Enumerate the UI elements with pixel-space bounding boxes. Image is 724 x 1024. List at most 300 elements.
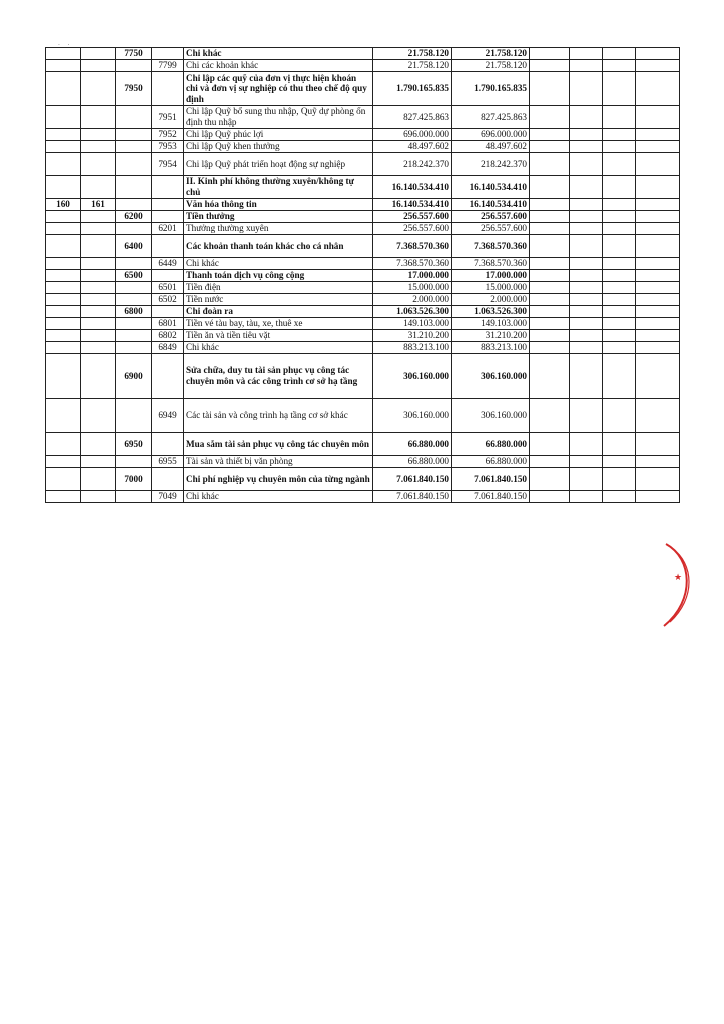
code-cell-c3 (116, 60, 152, 72)
code-cell-c4 (152, 211, 184, 223)
settlement-value-cell: 66.880.000 (452, 433, 530, 456)
table-row (46, 176, 680, 199)
settlement-value-cell: 66.880.000 (452, 456, 530, 468)
item-name-cell: Chi lập Quỹ khen thưởng (184, 141, 373, 153)
code-cell-c1 (46, 456, 81, 468)
empty-cell (636, 456, 680, 468)
empty-cell (570, 153, 603, 176)
code-cell-c1 (46, 282, 81, 294)
empty-cell (636, 330, 680, 342)
estimate-value-cell: 7.368.570.360 (373, 258, 452, 270)
code-cell-c3 (116, 399, 152, 433)
empty-cell (570, 491, 603, 503)
code-cell-c2 (81, 60, 116, 72)
empty-cell (570, 342, 603, 354)
empty-cell (603, 48, 636, 60)
empty-cell (530, 306, 570, 318)
table-row (46, 258, 680, 270)
code-cell-c2 (81, 294, 116, 306)
estimate-value-cell: 1.063.526.300 (373, 306, 452, 318)
code-cell-c3 (116, 223, 152, 235)
estimate-value-cell: 256.557.600 (373, 223, 452, 235)
settlement-value-cell: 256.557.600 (452, 223, 530, 235)
code-cell-c2 (81, 270, 116, 282)
settlement-value-cell: 1.790.165.835 (452, 72, 530, 106)
empty-cell (603, 176, 636, 199)
code-cell-c4: 7951 (152, 106, 184, 129)
code-cell-c1 (46, 342, 81, 354)
estimate-value-cell: 256.557.600 (373, 211, 452, 223)
code-cell-c4: 7954 (152, 153, 184, 176)
code-cell-c4: 6801 (152, 318, 184, 330)
code-cell-c3 (116, 318, 152, 330)
item-name-cell: Thanh toán dịch vụ công cộng (184, 270, 373, 282)
empty-cell (570, 60, 603, 72)
empty-cell (570, 211, 603, 223)
empty-cell (570, 106, 603, 129)
empty-cell (570, 433, 603, 456)
code-cell-c1 (46, 211, 81, 223)
empty-cell (636, 282, 680, 294)
code-cell-c3: 6200 (116, 211, 152, 223)
estimate-value-cell: 218.242.370 (373, 153, 452, 176)
empty-cell (603, 342, 636, 354)
empty-cell (603, 72, 636, 106)
code-cell-c1 (46, 258, 81, 270)
code-cell-c1 (46, 468, 81, 491)
code-cell-c3 (116, 141, 152, 153)
empty-cell (570, 270, 603, 282)
estimate-value-cell: 16.140.534.410 (373, 176, 452, 199)
code-cell-c2 (81, 235, 116, 258)
estimate-value-cell: 21.758.120 (373, 60, 452, 72)
item-name-cell: Tiền thưởng (184, 211, 373, 223)
settlement-value-cell: 21.758.120 (452, 60, 530, 72)
table-row (46, 72, 680, 106)
item-name-cell: Thưởng thường xuyên (184, 223, 373, 235)
empty-cell (570, 176, 603, 199)
estimate-value-cell: 306.160.000 (373, 354, 452, 399)
code-cell-c4 (152, 306, 184, 318)
estimate-value-cell: 66.880.000 (373, 433, 452, 456)
code-cell-c1 (46, 294, 81, 306)
code-cell-c1 (46, 153, 81, 176)
empty-cell (636, 491, 680, 503)
empty-cell (636, 270, 680, 282)
code-cell-c2 (81, 456, 116, 468)
estimate-value-cell: 21.758.120 (373, 48, 452, 60)
code-cell-c2 (81, 211, 116, 223)
empty-cell (530, 235, 570, 258)
code-cell-c2 (81, 468, 116, 491)
code-cell-c1 (46, 491, 81, 503)
table-row (46, 235, 680, 258)
seal-star-icon: ★ (674, 573, 683, 583)
estimate-value-cell: 1.790.165.835 (373, 72, 452, 106)
code-cell-c2 (81, 176, 116, 199)
empty-cell (530, 176, 570, 199)
code-cell-c1 (46, 235, 81, 258)
empty-cell (636, 106, 680, 129)
code-cell-c4 (152, 48, 184, 60)
table-row (46, 491, 680, 503)
empty-cell (636, 306, 680, 318)
code-cell-c2 (81, 106, 116, 129)
code-cell-c4: 6201 (152, 223, 184, 235)
settlement-value-cell: 883.213.100 (452, 342, 530, 354)
code-cell-c4: 7952 (152, 129, 184, 141)
code-cell-c2 (81, 223, 116, 235)
empty-cell (603, 354, 636, 399)
code-cell-c1 (46, 48, 81, 60)
code-cell-c3: 7950 (116, 72, 152, 106)
item-name-cell: Chi khác (184, 258, 373, 270)
empty-cell (603, 258, 636, 270)
empty-cell (636, 153, 680, 176)
empty-cell (636, 294, 680, 306)
empty-cell (570, 129, 603, 141)
empty-cell (603, 153, 636, 176)
code-cell-c3 (116, 342, 152, 354)
code-cell-c3 (116, 176, 152, 199)
settlement-value-cell: 2.000.000 (452, 294, 530, 306)
code-cell-c1 (46, 176, 81, 199)
empty-cell (603, 294, 636, 306)
item-name-cell: Chi lập Quỹ bổ sung thu nhập, Quỹ dự phòng ổn định thu nhập (184, 106, 373, 129)
budget-table (45, 47, 680, 503)
empty-cell (603, 235, 636, 258)
settlement-value-cell: 256.557.600 (452, 211, 530, 223)
code-cell-c3: 6400 (116, 235, 152, 258)
code-cell-c2 (81, 318, 116, 330)
code-cell-c2 (81, 354, 116, 399)
empty-cell (570, 468, 603, 491)
code-cell-c4: 7799 (152, 60, 184, 72)
empty-cell (530, 354, 570, 399)
code-cell-c3: 6800 (116, 306, 152, 318)
code-cell-c4: 6502 (152, 294, 184, 306)
empty-cell (603, 282, 636, 294)
settlement-value-cell: 16.140.534.410 (452, 176, 530, 199)
empty-cell (636, 60, 680, 72)
code-cell-c4 (152, 235, 184, 258)
empty-cell (570, 399, 603, 433)
table-row (46, 318, 680, 330)
code-cell-c4: 6501 (152, 282, 184, 294)
empty-cell (530, 48, 570, 60)
empty-cell (530, 199, 570, 211)
code-cell-c2 (81, 141, 116, 153)
code-cell-c3 (116, 456, 152, 468)
settlement-value-cell: 7.368.570.360 (452, 235, 530, 258)
code-cell-c1 (46, 306, 81, 318)
settlement-value-cell: 7.061.840.150 (452, 468, 530, 491)
table-row (46, 153, 680, 176)
code-cell-c3 (116, 106, 152, 129)
estimate-value-cell: 7.061.840.150 (373, 468, 452, 491)
empty-cell (603, 491, 636, 503)
code-cell-c4 (152, 433, 184, 456)
code-cell-c4: 6955 (152, 456, 184, 468)
settlement-value-cell: 218.242.370 (452, 153, 530, 176)
code-cell-c2 (81, 306, 116, 318)
item-name-cell: Các tài sản và công trình hạ tầng cơ sở khác (184, 399, 373, 433)
table-row (46, 399, 680, 433)
estimate-value-cell: 306.160.000 (373, 399, 452, 433)
estimate-value-cell: 696.000.000 (373, 129, 452, 141)
budget-table-body (46, 48, 680, 503)
empty-cell (636, 176, 680, 199)
code-cell-c3 (116, 153, 152, 176)
empty-cell (636, 199, 680, 211)
empty-cell (603, 468, 636, 491)
estimate-value-cell: 17.000.000 (373, 270, 452, 282)
item-name-cell: II. Kinh phí không thường xuyên/không tự chủ (184, 176, 373, 199)
empty-cell (603, 223, 636, 235)
estimate-value-cell: 883.213.100 (373, 342, 452, 354)
settlement-value-cell: 696.000.000 (452, 129, 530, 141)
code-cell-c1 (46, 72, 81, 106)
settlement-value-cell: 827.425.863 (452, 106, 530, 129)
code-cell-c1 (46, 354, 81, 399)
item-name-cell: Sửa chữa, duy tu tài sản phục vụ công tác chuyên môn và các công trình cơ sở hạ tầng (184, 354, 373, 399)
table-row (46, 282, 680, 294)
item-name-cell: Mua sắm tài sản phục vụ công tác chuyên môn (184, 433, 373, 456)
table-row (46, 223, 680, 235)
code-cell-c1 (46, 141, 81, 153)
red-seal-stamp (652, 540, 698, 630)
empty-cell (636, 223, 680, 235)
code-cell-c3 (116, 294, 152, 306)
item-name-cell: Chi khác (184, 48, 373, 60)
table-row (46, 330, 680, 342)
item-name-cell: Chi lập Quỹ phúc lợi (184, 129, 373, 141)
code-cell-c3 (116, 129, 152, 141)
table-row (46, 129, 680, 141)
item-name-cell: Văn hóa thông tin (184, 199, 373, 211)
estimate-value-cell: 15.000.000 (373, 282, 452, 294)
code-cell-c3: 6500 (116, 270, 152, 282)
code-cell-c1: 160 (46, 199, 81, 211)
empty-cell (570, 294, 603, 306)
settlement-value-cell: 306.160.000 (452, 354, 530, 399)
empty-cell (570, 330, 603, 342)
settlement-value-cell: 7.368.570.360 (452, 258, 530, 270)
code-cell-c4 (152, 72, 184, 106)
estimate-value-cell: 31.210.200 (373, 330, 452, 342)
empty-cell (530, 399, 570, 433)
table-row (46, 306, 680, 318)
empty-cell (570, 72, 603, 106)
scan-mark: · · (58, 42, 70, 49)
empty-cell (570, 306, 603, 318)
empty-cell (530, 282, 570, 294)
code-cell-c2 (81, 399, 116, 433)
empty-cell (530, 258, 570, 270)
code-cell-c2 (81, 342, 116, 354)
table-row (46, 60, 680, 72)
empty-cell (603, 141, 636, 153)
empty-cell (530, 330, 570, 342)
code-cell-c2 (81, 129, 116, 141)
settlement-value-cell: 1.063.526.300 (452, 306, 530, 318)
code-cell-c3: 7750 (116, 48, 152, 60)
empty-cell (530, 223, 570, 235)
empty-cell (570, 48, 603, 60)
settlement-value-cell: 21.758.120 (452, 48, 530, 60)
table-row (46, 456, 680, 468)
code-cell-c3 (116, 258, 152, 270)
empty-cell (530, 106, 570, 129)
code-cell-c1 (46, 60, 81, 72)
item-name-cell: Chi phí nghiệp vụ chuyên môn của từng ngành (184, 468, 373, 491)
code-cell-c3 (116, 199, 152, 211)
table-row (46, 106, 680, 129)
estimate-value-cell: 7.061.840.150 (373, 491, 452, 503)
empty-cell (636, 141, 680, 153)
code-cell-c1 (46, 106, 81, 129)
item-name-cell: Các khoản thanh toán khác cho cá nhân (184, 235, 373, 258)
code-cell-c4: 6802 (152, 330, 184, 342)
item-name-cell: Chi lập các quỹ của đơn vị thực hiện khoán chi và đơn vị sự nghiệp có thu theo chế độ quy định (184, 72, 373, 106)
code-cell-c2 (81, 491, 116, 503)
item-name-cell: Tiền vé tàu bay, tàu, xe, thuê xe (184, 318, 373, 330)
code-cell-c2 (81, 330, 116, 342)
code-cell-c1 (46, 223, 81, 235)
code-cell-c3 (116, 330, 152, 342)
empty-cell (603, 433, 636, 456)
empty-cell (603, 211, 636, 223)
empty-cell (530, 433, 570, 456)
empty-cell (570, 354, 603, 399)
estimate-value-cell: 7.368.570.360 (373, 235, 452, 258)
settlement-value-cell: 15.000.000 (452, 282, 530, 294)
empty-cell (636, 342, 680, 354)
empty-cell (570, 141, 603, 153)
empty-cell (530, 72, 570, 106)
table-row (46, 294, 680, 306)
code-cell-c3: 7000 (116, 468, 152, 491)
empty-cell (570, 282, 603, 294)
item-name-cell: Tiền điện (184, 282, 373, 294)
table-row (46, 211, 680, 223)
code-cell-c2 (81, 282, 116, 294)
estimate-value-cell: 2.000.000 (373, 294, 452, 306)
empty-cell (636, 48, 680, 60)
code-cell-c2 (81, 72, 116, 106)
code-cell-c1 (46, 330, 81, 342)
code-cell-c4 (152, 468, 184, 491)
empty-cell (530, 270, 570, 282)
empty-cell (570, 223, 603, 235)
item-name-cell: Chi khác (184, 491, 373, 503)
code-cell-c1 (46, 270, 81, 282)
table-row (46, 433, 680, 456)
empty-cell (636, 433, 680, 456)
code-cell-c4: 6949 (152, 399, 184, 433)
item-name-cell: Chi các khoản khác (184, 60, 373, 72)
code-cell-c2: 161 (81, 199, 116, 211)
empty-cell (603, 199, 636, 211)
empty-cell (530, 294, 570, 306)
table-row (46, 199, 680, 211)
empty-cell (603, 60, 636, 72)
empty-cell (570, 235, 603, 258)
settlement-value-cell: 16.140.534.410 (452, 199, 530, 211)
code-cell-c2 (81, 153, 116, 176)
empty-cell (530, 456, 570, 468)
empty-cell (570, 199, 603, 211)
item-name-cell: Tiền nước (184, 294, 373, 306)
empty-cell (530, 318, 570, 330)
code-cell-c3 (116, 282, 152, 294)
code-cell-c3: 6950 (116, 433, 152, 456)
code-cell-c4: 7953 (152, 141, 184, 153)
empty-cell (603, 106, 636, 129)
code-cell-c4 (152, 199, 184, 211)
code-cell-c4: 7049 (152, 491, 184, 503)
empty-cell (603, 270, 636, 282)
settlement-value-cell: 7.061.840.150 (452, 491, 530, 503)
empty-cell (636, 72, 680, 106)
code-cell-c1 (46, 399, 81, 433)
empty-cell (530, 468, 570, 491)
estimate-value-cell: 66.880.000 (373, 456, 452, 468)
table-row (46, 48, 680, 60)
settlement-value-cell: 306.160.000 (452, 399, 530, 433)
code-cell-c2 (81, 48, 116, 60)
empty-cell (530, 60, 570, 72)
code-cell-c1 (46, 129, 81, 141)
empty-cell (603, 129, 636, 141)
settlement-value-cell: 17.000.000 (452, 270, 530, 282)
code-cell-c4: 6449 (152, 258, 184, 270)
estimate-value-cell: 48.497.602 (373, 141, 452, 153)
empty-cell (530, 153, 570, 176)
code-cell-c2 (81, 433, 116, 456)
item-name-cell: Chi đoàn ra (184, 306, 373, 318)
table-row (46, 342, 680, 354)
code-cell-c2 (81, 258, 116, 270)
empty-cell (530, 211, 570, 223)
empty-cell (603, 330, 636, 342)
estimate-value-cell: 827.425.863 (373, 106, 452, 129)
table-row (46, 270, 680, 282)
code-cell-c3: 6900 (116, 354, 152, 399)
empty-cell (570, 258, 603, 270)
empty-cell (636, 354, 680, 399)
empty-cell (636, 235, 680, 258)
code-cell-c4: 6849 (152, 342, 184, 354)
empty-cell (636, 318, 680, 330)
table-row (46, 468, 680, 491)
code-cell-c3 (116, 491, 152, 503)
empty-cell (530, 141, 570, 153)
item-name-cell: Tiền ăn và tiền tiêu vặt (184, 330, 373, 342)
empty-cell (636, 399, 680, 433)
table-row (46, 354, 680, 399)
item-name-cell: Tài sản và thiết bị văn phòng (184, 456, 373, 468)
empty-cell (636, 468, 680, 491)
estimate-value-cell: 149.103.000 (373, 318, 452, 330)
estimate-value-cell: 16.140.534.410 (373, 199, 452, 211)
empty-cell (603, 399, 636, 433)
empty-cell (636, 258, 680, 270)
empty-cell (530, 342, 570, 354)
settlement-value-cell: 31.210.200 (452, 330, 530, 342)
empty-cell (636, 129, 680, 141)
code-cell-c1 (46, 318, 81, 330)
